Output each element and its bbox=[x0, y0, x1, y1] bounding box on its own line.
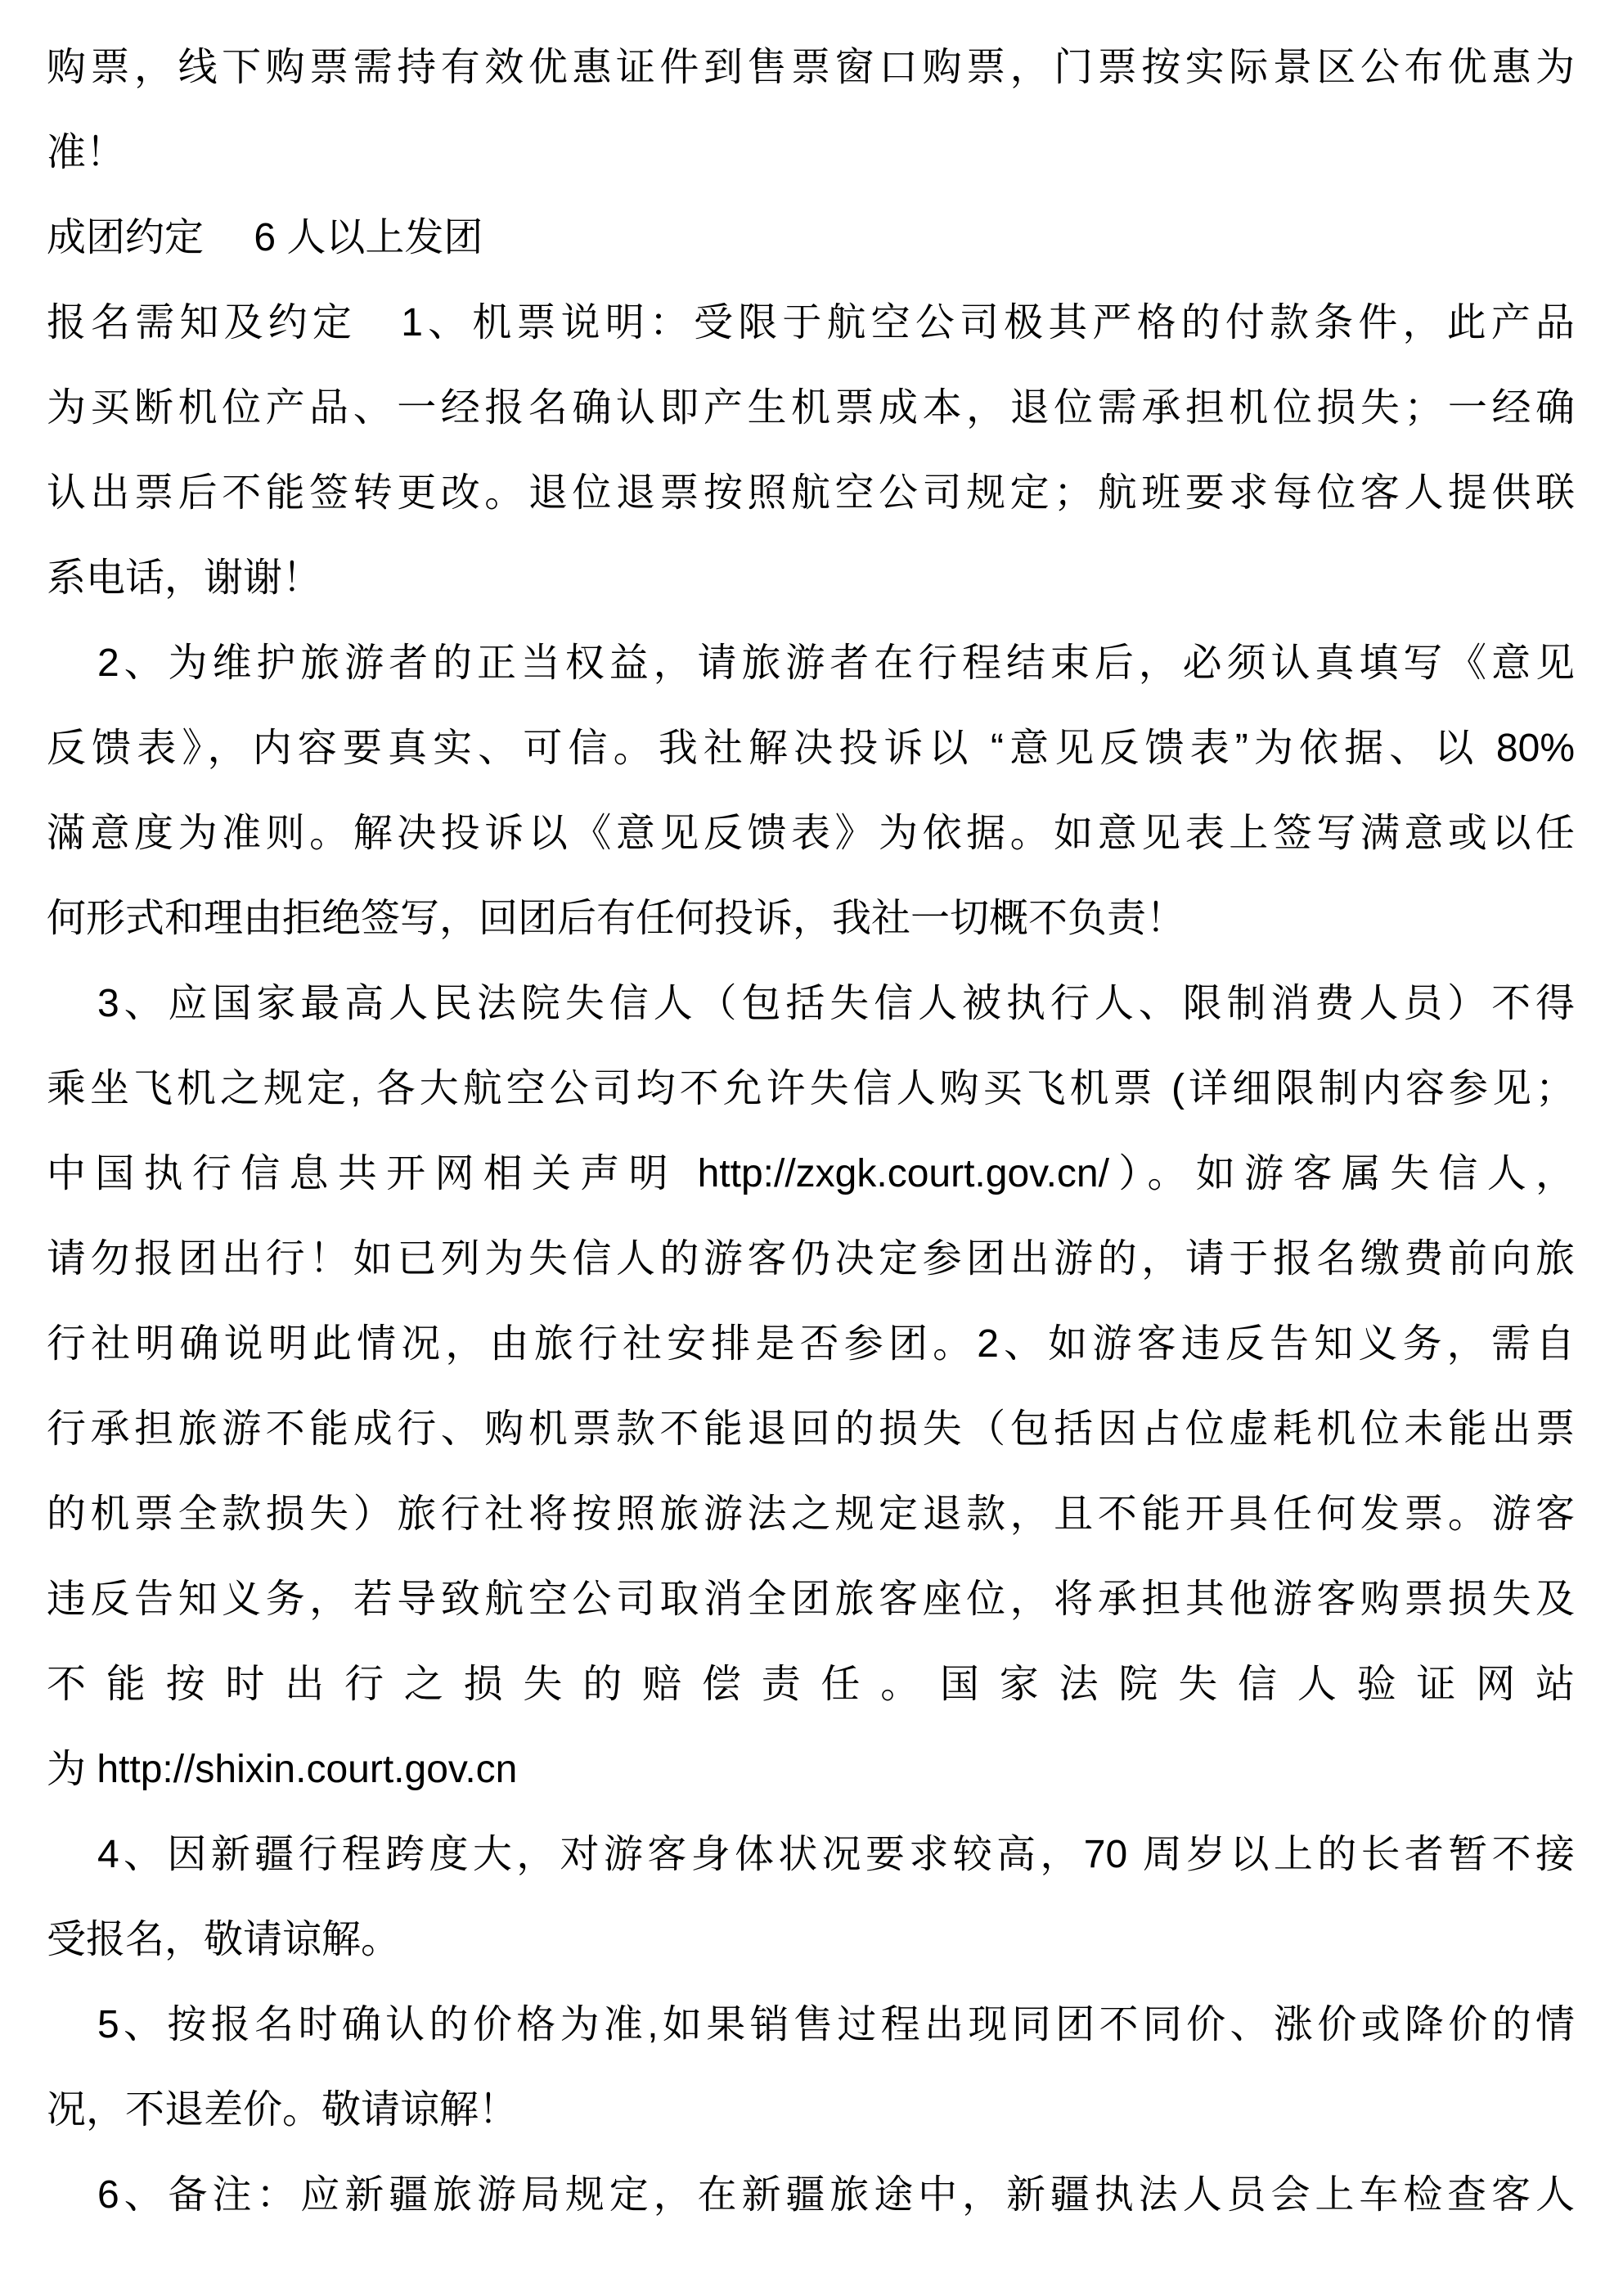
text-line-15: 请勿报团出行！如已列为失信人的游客仍决定参团出游的，请于报名缴费前向旅 bbox=[47, 1237, 1575, 1281]
text-line-25: 况，不退差价。敬请谅解！ bbox=[47, 2088, 519, 2132]
text-line-17: 行承担旅游不能成行、购机票款不能退回的损失（包括因占位虚耗机位未能出票 bbox=[47, 1407, 1575, 1451]
text-line-8: 2、为维护旅游者的正当权益，请旅游者在行程结束后，必须认真填写《意见 bbox=[97, 642, 1575, 685]
text-line-22: 4、因新疆行程跨度大，对游客身体状况要求较高，70 周岁以上的长者暂不接 bbox=[97, 1833, 1575, 1876]
text-line-23: 受报名，敬请谅解。 bbox=[47, 1918, 401, 1961]
text-line-14: 中国执行信息共开网相关声明 http://zxgk.court.gov.cn/）。如游客属失信人， bbox=[47, 1152, 1575, 1195]
text-line-18: 的机票全款损失）旅行社将按照旅游法之规定退款，且不能开具任何发票。游客 bbox=[47, 1492, 1575, 1536]
text-line-1: 购票，线下购票需持有效优惠证件到售票窗口购票，门票按实际景区公布优惠为 bbox=[47, 46, 1575, 89]
text-line-24: 5、按报名时确认的价格为准,如果销售过程出现同团不同价、涨价或降价的情 bbox=[97, 2003, 1575, 2046]
text-line-3: 成团约定 6 人以上发团 bbox=[47, 216, 483, 259]
text-line-21: 为 http://shixin.court.gov.cn bbox=[47, 1748, 518, 1791]
text-line-13: 乘坐飞机之规定, 各大航空公司均不允许失信人购买飞机票 (详细限制内容参见； bbox=[47, 1067, 1575, 1110]
text-line-4: 报名需知及约定 1、机票说明：受限于航空公司极其严格的付款条件，此产品 bbox=[47, 301, 1575, 344]
text-line-20: 不能按时出行之损失的赔偿责任。国家法院失信人验证网站 bbox=[47, 1663, 1575, 1706]
text-line-16: 行社明确说明此情况，由旅行社安排是否参团。2、如游客违反告知义务，需自 bbox=[47, 1322, 1575, 1366]
text-line-2: 准！ bbox=[47, 131, 126, 174]
text-line-5: 为买断机位产品、一经报名确认即产生机票成本，退位需承担机位损失；一经确 bbox=[47, 386, 1575, 430]
text-line-26: 6、备注：应新疆旅游局规定，在新疆旅途中，新疆执法人员会上车检查客人 bbox=[97, 2173, 1575, 2217]
text-line-12: 3、应国家最高人民法院失信人（包括失信人被执行人、限制消费人员）不得 bbox=[97, 982, 1575, 1025]
text-line-10: 滿意度为准则。解决投诉以《意见反馈表》为依据。如意见表上签写满意或以任 bbox=[47, 812, 1575, 855]
text-line-9: 反馈表》，内容要真实、可信。我社解决投诉以 “意见反馈表”为依据、以 80% bbox=[47, 727, 1575, 770]
document-page bbox=[47, 25, 1575, 2238]
text-line-19: 违反告知义务，若导致航空公司取消全团旅客座位，将承担其他游客购票损失及 bbox=[47, 1578, 1575, 1621]
text-line-11: 何形式和理由拒绝签写，回团后有任何投诉，我社一切概不负责！ bbox=[47, 897, 1186, 940]
text-line-6: 认出票后不能签转更改。退位退票按照航空公司规定；航班要求每位客人提供联 bbox=[47, 471, 1575, 515]
text-line-7: 系电话，谢谢！ bbox=[47, 556, 322, 600]
